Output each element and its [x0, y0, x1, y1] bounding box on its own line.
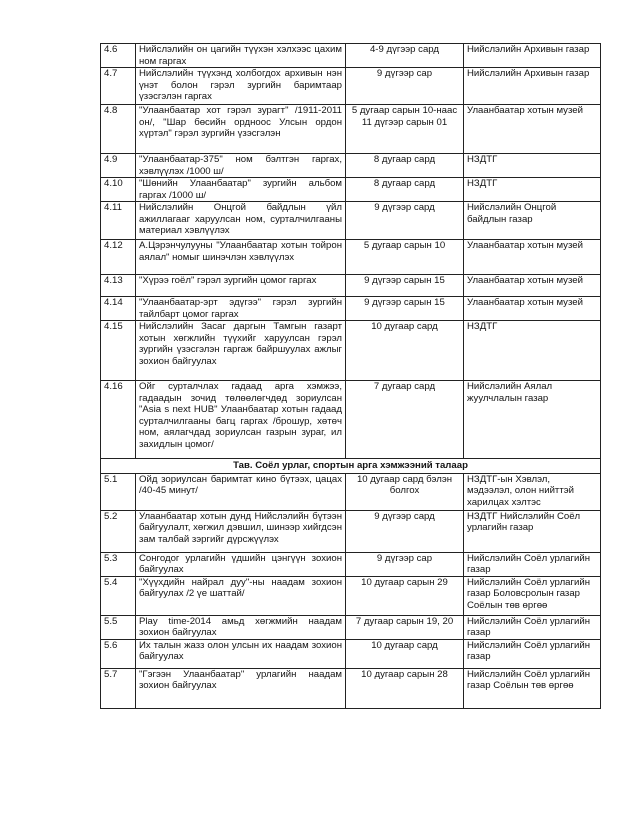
activity-cell: Ойг сурталчлах гадаад арга хэмжээ, гадаадын зочид төлөөлөгчдөд зориулсан "Asia s next HUB" Улаанбаатар хотын гадаад сурталчилгааны багц гаргах /брошур, хөтөч ном, аялагчдад зориулсан газрын зураг, ил захидлын цомог/ — [136, 381, 346, 459]
table-row — [101, 510, 601, 552]
activity-cell: "Гэгээн Улаанбаатар" урлагийн наадам зохион байгуулах — [136, 668, 346, 708]
row-number: 5.4 — [101, 576, 136, 615]
row-number: 4.16 — [101, 381, 136, 459]
activity-cell: А.Цэрэнчулууны "Улаанбаатар хотын тойрон аялал" номыг шинэчлэн хэвлүүлэх — [136, 240, 346, 275]
row-number: 4.7 — [101, 68, 136, 105]
activity-cell: Нийслэлийн Засаг даргын Тамгын газарт хотын хөгжлийн түүхийг харуулсан гэрэл зургийн үзэсгэлэн гаргаж байршуулах ажлыг зохион байгуулах — [136, 321, 346, 381]
activity-cell: Нийслэлийн түүхэнд холбогдох архивын нэн үнэт болон гэрэл зургийн баримтаар үзэсгэлэн гаргах — [136, 68, 346, 105]
deadline-cell: 10 дугаар сарын 29 — [346, 576, 464, 615]
table-row — [101, 44, 601, 68]
responsible-org-cell: Нийслэлийн Аялал жуулчлалын газар — [464, 381, 601, 459]
table-row — [101, 668, 601, 708]
table-row — [101, 202, 601, 240]
deadline-cell: 10 дугаар сарын 28 — [346, 668, 464, 708]
responsible-org-cell: Нийслэлийн Онцгой байдлын газар — [464, 202, 601, 240]
responsible-org-cell: Улаанбаатар хотын музей — [464, 297, 601, 321]
table-row — [101, 552, 601, 576]
responsible-org-cell: НЗДТГ — [464, 178, 601, 202]
activity-cell: "Улаанбаатар хот гэрэл зурагт" /1911-2011 он/, "Шар бөсийн ордноос Улсын ордон хүртэл" гэрэл зургийн үзэсгэлэн — [136, 105, 346, 154]
table-row — [101, 381, 601, 459]
deadline-cell: 8 дугаар сард — [346, 178, 464, 202]
activity-cell: "Хүрээ гоёл" гэрэл зургийн цомог гаргах — [136, 275, 346, 297]
responsible-org-cell: Нийслэлийн Соёл урлагийн газар — [464, 615, 601, 639]
deadline-cell: 7 дугаар сарын 19, 20 — [346, 615, 464, 639]
deadline-cell: 5 дугаар сарын 10-наас 11 дүгээр сарын 01 — [346, 105, 464, 154]
row-number: 4.13 — [101, 275, 136, 297]
activity-cell: Улаанбаатар хотын дунд Нийслэлийн бүтээн байгуулалт, хөгжил дэвшил, шинээр хийгдсэн зам талбай зэргийг дүрсжүүлэх — [136, 510, 346, 552]
table-row — [101, 240, 601, 275]
section-title: Тав. Соёл урлаг, спортын арга хэмжээний талаар — [101, 459, 601, 474]
row-number: 4.14 — [101, 297, 136, 321]
section-header-row — [101, 459, 601, 474]
responsible-org-cell: Нийслэлийн Соёл урлагийн газар Боловсролын газар Соёлын төв өргөө — [464, 576, 601, 615]
row-number: 4.9 — [101, 154, 136, 178]
table-row — [101, 321, 601, 381]
activity-plan-table — [100, 43, 601, 709]
deadline-cell: 5 дугаар сарын 10 — [346, 240, 464, 275]
activity-cell: Ойд зориулсан баримтат кино бүтээх, цацах /40-45 минут/ — [136, 473, 346, 510]
deadline-cell: 8 дугаар сард — [346, 154, 464, 178]
deadline-cell: 10 дугаар сард — [346, 639, 464, 668]
row-number: 5.1 — [101, 473, 136, 510]
row-number: 5.5 — [101, 615, 136, 639]
responsible-org-cell: Улаанбаатар хотын музей — [464, 105, 601, 154]
table-row — [101, 576, 601, 615]
row-number: 4.10 — [101, 178, 136, 202]
responsible-org-cell: НЗДТГ-ын Хэвлэл, мэдээлэл, олон нийттэй харилцах хэлтэс — [464, 473, 601, 510]
responsible-org-cell: НЗДТГ — [464, 154, 601, 178]
deadline-cell: 4-9 дүгээр сард — [346, 44, 464, 68]
activity-cell: "Улаанбаатар-эрт эдүгээ" гэрэл зургийн тайлбарт цомог гаргах — [136, 297, 346, 321]
row-number: 4.15 — [101, 321, 136, 381]
table-row — [101, 297, 601, 321]
row-number: 4.12 — [101, 240, 136, 275]
activity-cell: Нийслэлийн Онцгой байдлын үйл ажиллагааг харуулсан ном, сурталчилгааны материал хэвлүүлэх — [136, 202, 346, 240]
deadline-cell: 10 дугаар сард бэлэн болгох — [346, 473, 464, 510]
responsible-org-cell: Улаанбаатар хотын музей — [464, 240, 601, 275]
plan-table-body — [101, 44, 601, 709]
responsible-org-cell: Нийслэлийн Архивын газар — [464, 68, 601, 105]
table-row — [101, 473, 601, 510]
row-number: 5.7 — [101, 668, 136, 708]
deadline-cell: 9 дүгээр сарын 15 — [346, 275, 464, 297]
table-row — [101, 639, 601, 668]
deadline-cell: 9 дүгээр сарын 15 — [346, 297, 464, 321]
deadline-cell: 9 дүгээр сар — [346, 552, 464, 576]
deadline-cell: 9 дүгээр сард — [346, 510, 464, 552]
table-row — [101, 154, 601, 178]
responsible-org-cell: Нийслэлийн Соёл урлагийн газар Соёлын төв өргөө — [464, 668, 601, 708]
activity-cell: Нийслэлийн он цагийн түүхэн хэлхээс цахим ном гаргах — [136, 44, 346, 68]
table-row — [101, 68, 601, 105]
responsible-org-cell: НЗДТГ Нийслэлийн Соёл урлагийн газар — [464, 510, 601, 552]
deadline-cell: 10 дугаар сард — [346, 321, 464, 381]
row-number: 5.6 — [101, 639, 136, 668]
activity-cell: "Хүүхдийн найрал дуу"-ны наадам зохион байгуулах /2 үе шаттай/ — [136, 576, 346, 615]
responsible-org-cell: Нийслэлийн Соёл урлагийн газар — [464, 552, 601, 576]
table-row — [101, 105, 601, 154]
activity-cell: Их талын жазз олон улсын их наадам зохион байгуулах — [136, 639, 346, 668]
row-number: 4.11 — [101, 202, 136, 240]
row-number: 4.6 — [101, 44, 136, 68]
table-row — [101, 615, 601, 639]
activity-cell: Play time-2014 амьд хөгжмийн наадам зохион байгуулах — [136, 615, 346, 639]
activity-cell: Сонгодог урлагийн үдшийн цэнгүүн зохион байгуулах — [136, 552, 346, 576]
responsible-org-cell: Нийслэлийн Архивын газар — [464, 44, 601, 68]
row-number: 5.2 — [101, 510, 136, 552]
responsible-org-cell: НЗДТГ — [464, 321, 601, 381]
deadline-cell: 7 дугаар сард — [346, 381, 464, 459]
deadline-cell: 9 дүгээр сард — [346, 202, 464, 240]
responsible-org-cell: Нийслэлийн Соёл урлагийн газар — [464, 639, 601, 668]
row-number: 4.8 — [101, 105, 136, 154]
activity-cell: "Шөнийн Улаанбаатар" зургийн альбом гаргах /1000 ш/ — [136, 178, 346, 202]
table-row — [101, 275, 601, 297]
activity-cell: "Улаанбаатар-375" ном бэлтгэн гаргах, хэвлүүлэх /1000 ш/ — [136, 154, 346, 178]
table-row — [101, 178, 601, 202]
row-number: 5.3 — [101, 552, 136, 576]
responsible-org-cell: Улаанбаатар хотын музей — [464, 275, 601, 297]
deadline-cell: 9 дүгээр сар — [346, 68, 464, 105]
